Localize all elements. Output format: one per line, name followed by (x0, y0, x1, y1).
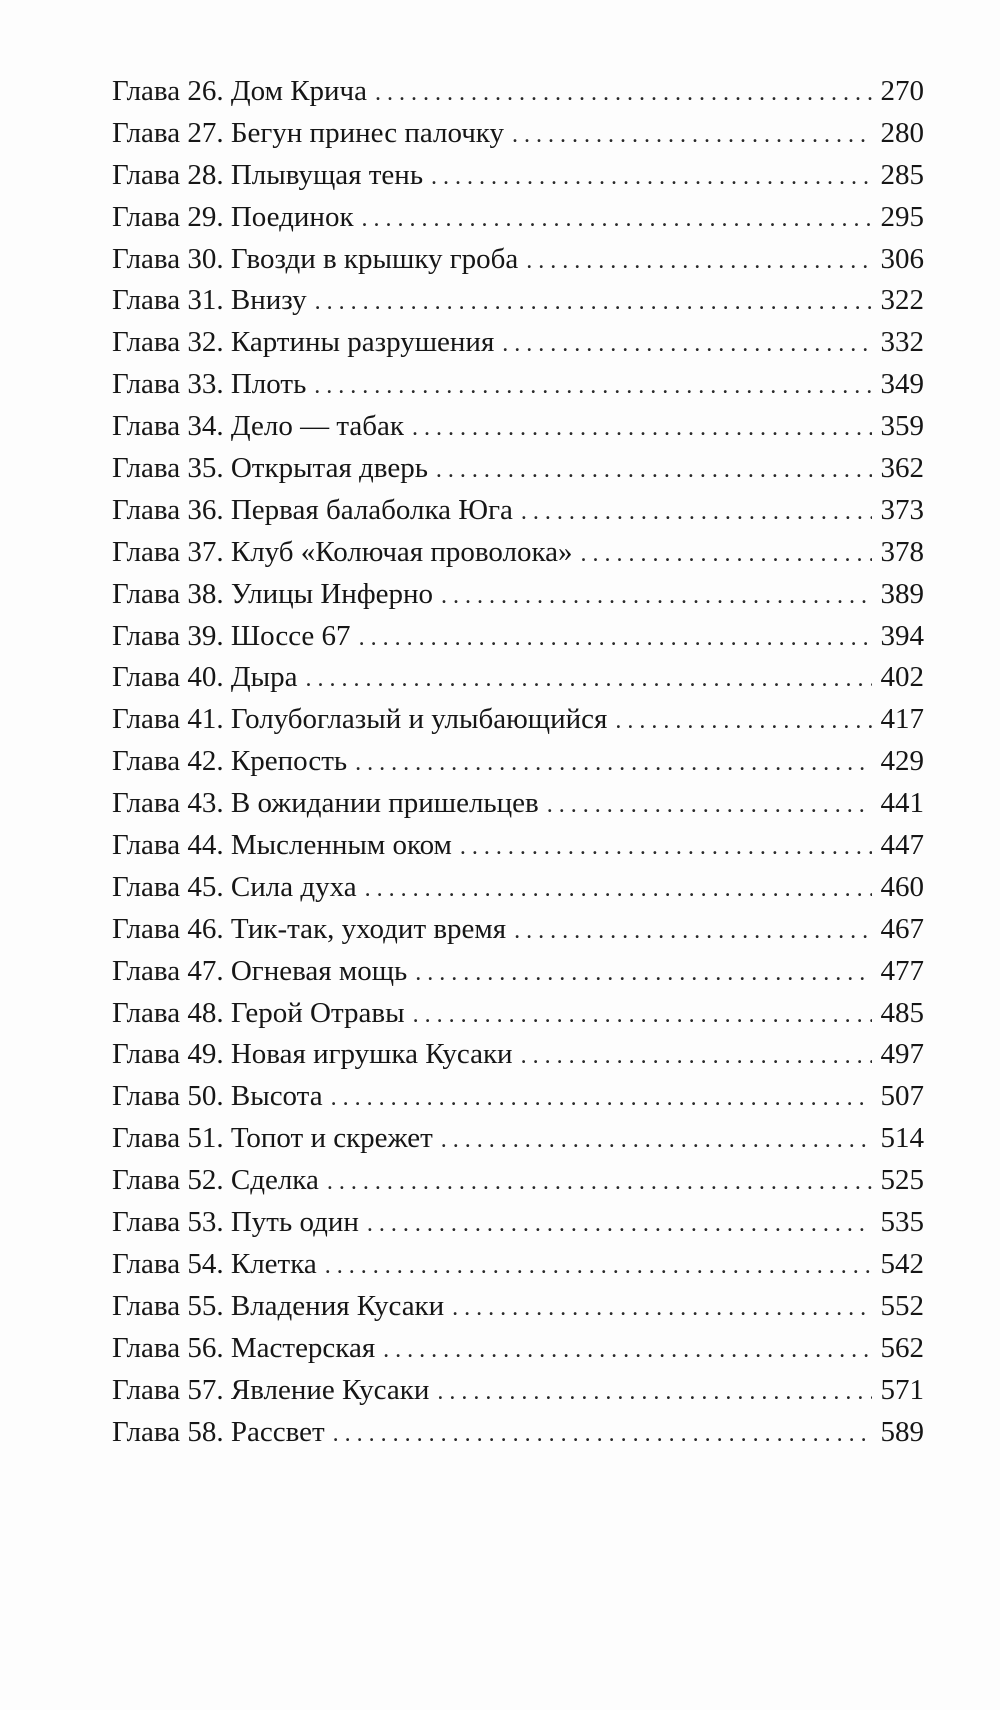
chapter-title: Глава 27. Бегун принес палочку (112, 116, 504, 149)
page-number: 467 (880, 912, 924, 945)
page-number: 460 (880, 870, 924, 903)
toc-entry (112, 532, 924, 574)
dot-leader (512, 113, 872, 157)
chapter-title: Глава 37. Клуб «Колючая проволока» (112, 535, 573, 568)
chapter-title: Глава 46. Тик-так, уходит время (112, 912, 507, 945)
toc-entry (112, 1286, 924, 1328)
toc-entry (112, 1370, 924, 1412)
toc-entry (112, 448, 924, 490)
chapter-title: Глава 55. Владения Кусаки (112, 1289, 445, 1322)
dot-leader (375, 71, 872, 115)
page-number: 332 (880, 326, 924, 359)
page-number: 447 (880, 829, 924, 862)
dot-leader (333, 1412, 872, 1456)
chapter-title: Глава 28. Плывущая тень (112, 158, 424, 191)
dot-leader (314, 364, 872, 408)
chapter-title: Глава 26. Дом Крича (112, 75, 368, 107)
chapter-title: Глава 51. Топот и скрежет (112, 1122, 433, 1155)
chapter-title: Глава 29. Поединок (112, 200, 354, 233)
page-number: 497 (880, 1038, 924, 1071)
chapter-title: Глава 34. Дело — табак (112, 410, 404, 443)
toc-entry (112, 741, 924, 783)
dot-leader (521, 490, 872, 534)
dot-leader (365, 867, 872, 911)
toc-entry (112, 239, 924, 281)
toc-entry (112, 1244, 924, 1286)
page-number: 552 (880, 1289, 924, 1322)
page-number: 306 (880, 242, 924, 275)
dot-leader (502, 322, 872, 366)
chapter-title: Глава 42. Крепость (112, 745, 348, 778)
dot-leader (441, 574, 872, 618)
toc-entry (112, 1034, 924, 1076)
dot-leader (581, 532, 872, 576)
dot-leader (415, 951, 872, 995)
chapter-title: Глава 53. Путь один (112, 1206, 359, 1239)
chapter-title: Глава 40. Дыра (112, 661, 298, 694)
page-number: 507 (880, 1080, 924, 1113)
dot-leader (359, 616, 872, 660)
dot-leader (431, 155, 872, 199)
page-number: 441 (880, 787, 924, 820)
chapter-title: Глава 45. Сила духа (112, 870, 357, 903)
page-number: 429 (880, 745, 924, 778)
chapter-title: Глава 39. Шоссе 67 (112, 619, 351, 652)
toc-entry (112, 406, 924, 448)
page-number: 589 (880, 1415, 924, 1448)
dot-leader (306, 657, 873, 701)
chapter-title: Глава 32. Картины разрушения (112, 326, 495, 359)
dot-leader (452, 1286, 872, 1330)
page-number: 417 (880, 703, 924, 736)
toc-entry (112, 951, 924, 993)
page-number: 485 (880, 996, 924, 1029)
chapter-title: Глава 38. Улицы Инферно (112, 577, 434, 610)
page-number: 542 (880, 1247, 924, 1280)
toc-entry (112, 993, 924, 1035)
toc-entry (112, 490, 924, 532)
toc-entry (112, 155, 924, 197)
dot-leader (331, 1076, 872, 1120)
page-number: 402 (880, 661, 924, 694)
page-number: 285 (880, 158, 924, 191)
page-number: 535 (880, 1206, 924, 1239)
page-number: 295 (880, 200, 924, 233)
dot-leader (441, 1118, 872, 1162)
dot-leader (325, 1244, 872, 1288)
chapter-title: Глава 43. В ожидании пришельцев (112, 787, 539, 820)
page-number: 373 (880, 493, 924, 526)
dot-leader (327, 1160, 872, 1204)
chapter-title: Глава 57. Явление Кусаки (112, 1373, 430, 1406)
toc-entry (112, 867, 924, 909)
toc-entry (112, 616, 924, 658)
dot-leader (315, 280, 872, 324)
chapter-title: Глава 33. Плоть (112, 368, 307, 401)
chapter-title: Глава 47. Огневая мощь (112, 954, 408, 987)
chapter-title: Глава 58. Рассвет (112, 1415, 325, 1448)
toc-entry (112, 1118, 924, 1160)
dot-leader (526, 239, 872, 283)
dot-leader (437, 1370, 872, 1414)
dot-leader (547, 783, 872, 827)
toc-entry (112, 699, 924, 741)
toc-entry (112, 71, 924, 113)
toc-entry (112, 657, 924, 699)
dot-leader (355, 741, 872, 785)
chapter-title: Глава 48. Герой Отравы (112, 996, 405, 1029)
chapter-title: Глава 41. Голубоглазый и улыбающийся (112, 703, 608, 736)
chapter-title: Глава 49. Новая игрушка Кусаки (112, 1038, 513, 1071)
page-number: 322 (880, 284, 924, 317)
chapter-title: Глава 36. Первая балаболка Юга (112, 493, 513, 526)
toc-entry (112, 1412, 924, 1454)
chapter-title: Глава 35. Открытая дверь (112, 452, 428, 485)
toc-entry (112, 1202, 924, 1244)
toc-entry (112, 825, 924, 867)
chapter-title: Глава 54. Клетка (112, 1247, 317, 1280)
page-number: 477 (880, 954, 924, 987)
chapter-title: Глава 30. Гвозди в крышку гроба (112, 242, 519, 275)
page-number: 525 (880, 1164, 924, 1197)
table-of-contents (112, 71, 924, 1453)
page-number: 389 (880, 577, 924, 610)
page-number: 514 (880, 1122, 924, 1155)
toc-entry (112, 574, 924, 616)
toc-entry (112, 113, 924, 155)
chapter-title: Глава 52. Сделка (112, 1164, 319, 1197)
dot-leader (413, 993, 872, 1037)
dot-leader (521, 1034, 872, 1078)
dot-leader (436, 448, 872, 492)
page-number: 378 (880, 535, 924, 568)
page-number: 359 (880, 410, 924, 443)
dot-leader (514, 909, 872, 953)
dot-leader (367, 1202, 872, 1246)
page-number: 270 (880, 75, 924, 107)
dot-leader (362, 197, 872, 241)
page-number: 349 (880, 368, 924, 401)
chapter-title: Глава 44. Мысленным оком (112, 829, 452, 862)
toc-entry (112, 280, 924, 322)
dot-leader (412, 406, 872, 450)
dot-leader (615, 699, 872, 743)
toc-entry (112, 909, 924, 951)
dot-leader (460, 825, 872, 869)
toc-entry (112, 1328, 924, 1370)
chapter-title: Глава 50. Высота (112, 1080, 323, 1113)
page-number: 280 (880, 116, 924, 149)
toc-entry (112, 197, 924, 239)
chapter-title: Глава 56. Мастерская (112, 1331, 376, 1364)
toc-entry (112, 364, 924, 406)
toc-entry (112, 322, 924, 364)
toc-entry (112, 1160, 924, 1202)
toc-entry (112, 783, 924, 825)
page-number: 362 (880, 452, 924, 485)
toc-entry (112, 1076, 924, 1118)
page-number: 394 (880, 619, 924, 652)
page-number: 562 (880, 1331, 924, 1364)
dot-leader (383, 1328, 872, 1372)
chapter-title: Глава 31. Внизу (112, 284, 307, 317)
page-number: 571 (880, 1373, 924, 1406)
